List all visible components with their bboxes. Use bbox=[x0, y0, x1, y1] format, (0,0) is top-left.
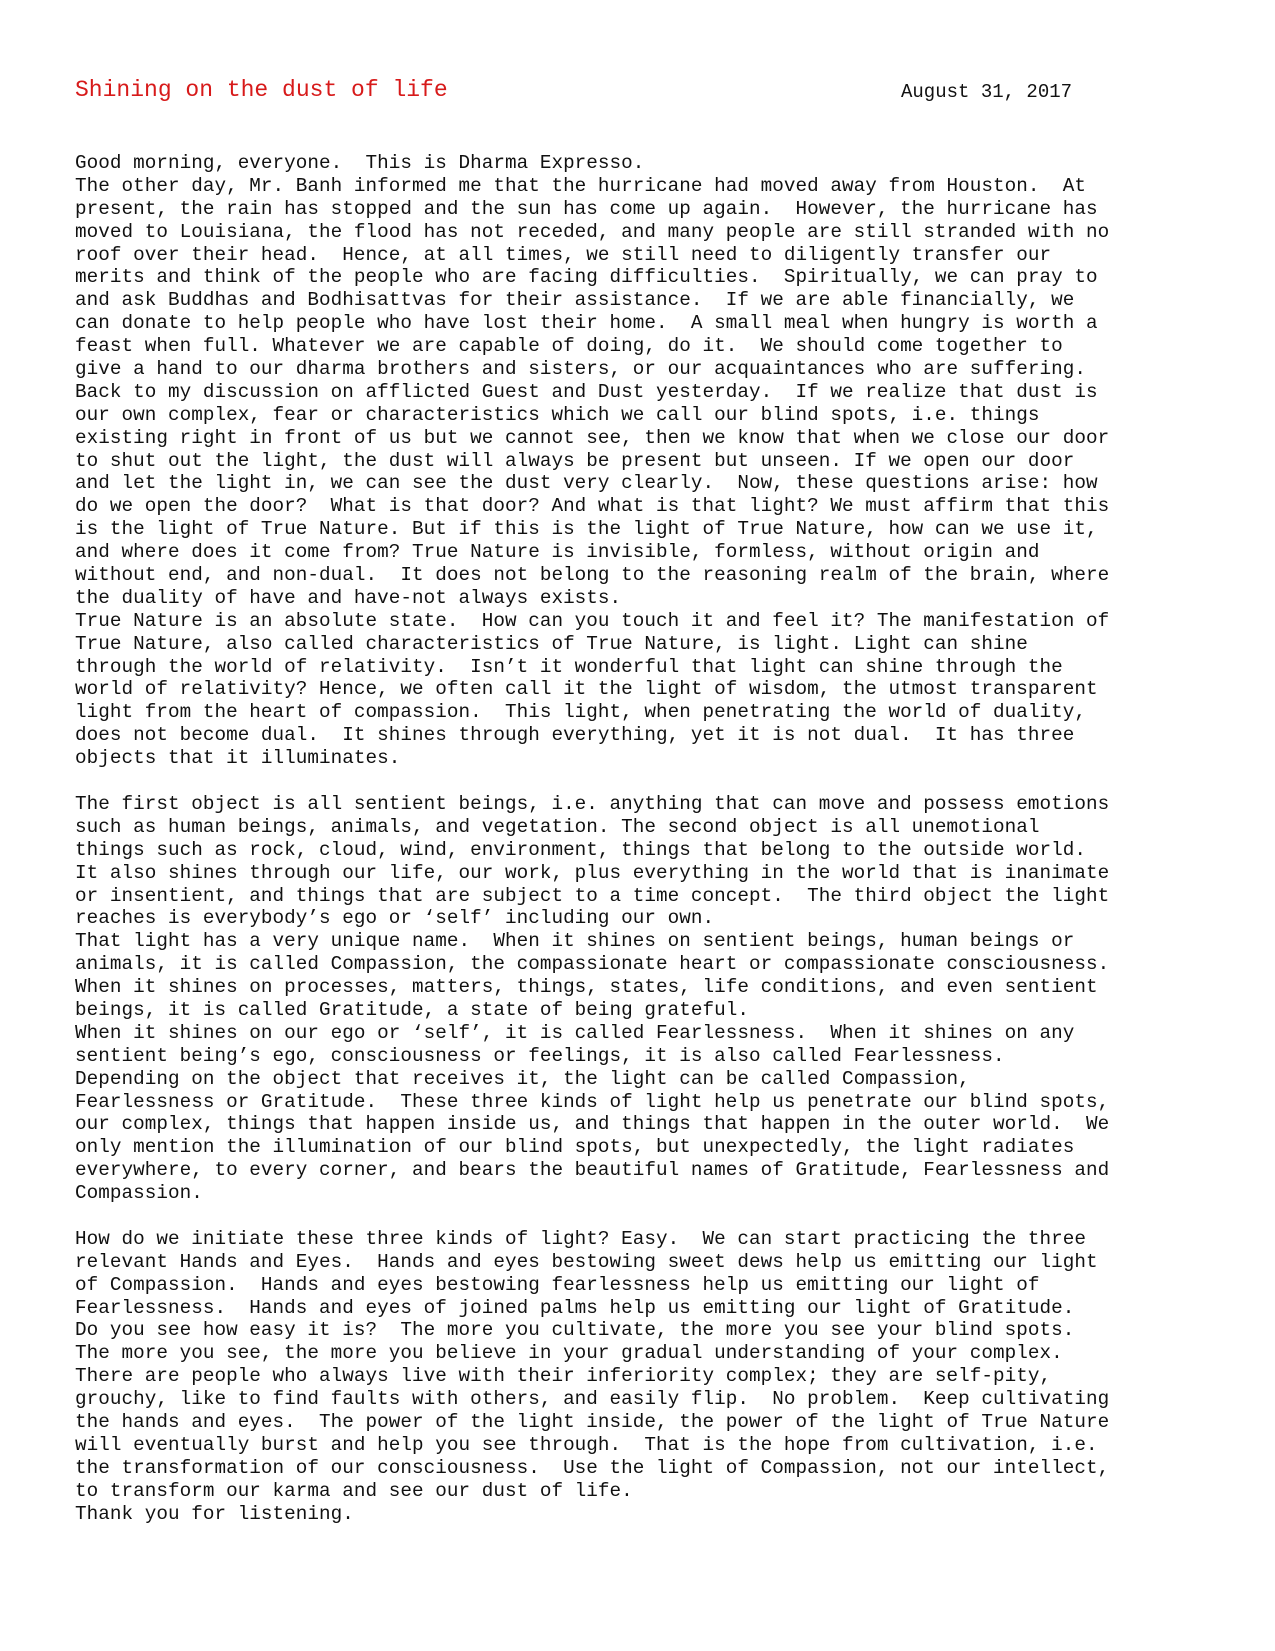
text-line: through the world of relativity. Isn’t it wonderful that light can shine through the bbox=[75, 655, 1063, 678]
text-line: merits and think of the people who are facing difficulties. Spiritually, we can pray to bbox=[75, 266, 1098, 289]
text-line: The other day, Mr. Banh informed me that the hurricane had moved away from Houston. At bbox=[75, 174, 1086, 197]
document-title: Shining on the dust of life bbox=[75, 77, 448, 103]
text-line: That light has a very unique name. When it shines on sentient beings, human beings or bbox=[75, 930, 1075, 953]
text-line: such as human beings, animals, and vegetation. The second object is all unemotional bbox=[75, 815, 1040, 838]
text-line: Fearlessness. Hands and eyes of joined palms help us emitting our light of Gratitude. bbox=[75, 1296, 1075, 1319]
text-line: light from the heart of compassion. This light, when penetrating the world of duality, bbox=[75, 701, 1086, 724]
text-line: When it shines on processes, matters, things, states, life conditions, and even sentient bbox=[75, 976, 1098, 999]
paragraph-gap bbox=[75, 1205, 1205, 1228]
text-line: and let the light in, we can see the dust very clearly. Now, these questions arise: how bbox=[75, 472, 1098, 495]
text-line: will eventually burst and help you see through. That is the hope from cultivation, i.e. bbox=[75, 1433, 1098, 1456]
text-line: Fearlessness or Gratitude. These three kinds of light help us penetrate our blind spots, bbox=[75, 1090, 1110, 1113]
text-line: beings, it is called Gratitude, a state of being grateful. bbox=[75, 998, 749, 1021]
text-line: existing right in front of us but we cannot see, then we know that when we close our door bbox=[75, 426, 1110, 449]
paragraph bbox=[75, 152, 1205, 770]
text-line: roof over their head. Hence, at all times, we still need to diligently transfer our bbox=[75, 243, 1052, 266]
text-line: How do we initiate these three kinds of light? Easy. We can start practicing the three bbox=[75, 1227, 1086, 1250]
text-line: Compassion. bbox=[75, 1182, 203, 1205]
paragraph bbox=[75, 793, 1205, 1205]
text-line: can donate to help people who have lost their home. A small meal when hungry is worth a bbox=[75, 312, 1098, 335]
text-line: everywhere, to every corner, and bears the beautiful names of Gratitude, Fearlessness and bbox=[75, 1159, 1110, 1182]
text-line: does not become dual. It shines through everything, yet it is not dual. It has three bbox=[75, 724, 1075, 747]
text-line: Thank you for listening. bbox=[75, 1502, 354, 1525]
text-line: without end, and non-dual. It does not belong to the reasoning realm of the brain, where bbox=[75, 564, 1110, 587]
text-line: or insentient, and things that are subject to a time concept. The third object the light bbox=[75, 884, 1110, 907]
text-line: sentient being’s ego, consciousness or feelings, it is also called Fearlessness. bbox=[75, 1044, 1005, 1067]
text-line: The more you see, the more you believe in your gradual understanding of your complex. bbox=[75, 1342, 1063, 1365]
text-line: Good morning, everyone. This is Dharma Expresso. bbox=[75, 152, 645, 174]
text-line: grouchy, like to find faults with others, and easily flip. No problem. Keep cultivating bbox=[75, 1388, 1110, 1411]
text-line: objects that it illuminates. bbox=[75, 747, 401, 770]
text-line: moved to Louisiana, the flood has not receded, and many people are still stranded with no bbox=[75, 220, 1110, 243]
text-line: Depending on the object that receives it, the light can be called Compassion, bbox=[75, 1067, 970, 1090]
text-line: relevant Hands and Eyes. Hands and eyes bestowing sweet dews help us emitting our light bbox=[75, 1250, 1098, 1273]
document-body bbox=[75, 152, 1205, 1525]
text-line: animals, it is called Compassion, the compassionate heart or compassionate consciousness. bbox=[75, 953, 1110, 976]
text-line: When it shines on our ego or ‘self’, it is called Fearlessness. When it shines on any bbox=[75, 1021, 1075, 1044]
text-line: the transformation of our consciousness. Use the light of Compassion, not our intellect, bbox=[75, 1456, 1110, 1479]
text-line: of Compassion. Hands and eyes bestowing fearlessness help us emitting our light of bbox=[75, 1273, 1040, 1296]
paragraph bbox=[75, 1228, 1205, 1526]
text-line: to transform our karma and see our dust of life. bbox=[75, 1479, 633, 1502]
text-line: and ask Buddhas and Bodhisattvas for their assistance. If we are able financially, we bbox=[75, 289, 1075, 312]
text-line: It also shines through our life, our work, plus everything in the world that is inanimate bbox=[75, 861, 1110, 884]
text-line: things such as rock, cloud, wind, environment, things that belong to the outside world. bbox=[75, 838, 1086, 861]
text-line: Back to my discussion on afflicted Guest and Dust yesterday. If we realize that dust is bbox=[75, 380, 1098, 403]
document-date: August 31, 2017 bbox=[901, 81, 1073, 103]
text-line: only mention the illumination of our blind spots, but unexpectedly, the light radiates bbox=[75, 1136, 1075, 1159]
text-line: The first object is all sentient beings, i.e. anything that can move and possess emotions bbox=[75, 792, 1110, 815]
text-line: the hands and eyes. The power of the light inside, the power of the light of True Nature bbox=[75, 1410, 1110, 1433]
text-line: feast when full. Whatever we are capable of doing, do it. We should come together to bbox=[75, 335, 1063, 358]
text-line: There are people who always live with their inferiority complex; they are self-pity, bbox=[75, 1365, 1052, 1388]
text-line: world of relativity? Hence, we often call it the light of wisdom, the utmost transparent bbox=[75, 678, 1098, 701]
paragraph-gap bbox=[75, 770, 1205, 793]
text-line: Do you see how easy it is? The more you cultivate, the more you see your blind spots. bbox=[75, 1319, 1075, 1342]
text-line: give a hand to our dharma brothers and sisters, or our acquaintances who are suffering. bbox=[75, 358, 1086, 381]
text-line: is the light of True Nature. But if this is the light of True Nature, how can we use it, bbox=[75, 518, 1098, 541]
text-line: the duality of have and have-not always exists. bbox=[75, 586, 622, 609]
text-line: and where does it come from? True Nature is invisible, formless, without origin and bbox=[75, 541, 1040, 564]
text-line: present, the rain has stopped and the sun has come up again. However, the hurricane has bbox=[75, 197, 1098, 220]
text-line: to shut out the light, the dust will always be present but unseen. If we open our door bbox=[75, 449, 1075, 472]
text-line: our own complex, fear or characteristics which we call our blind spots, i.e. things bbox=[75, 403, 1040, 426]
text-line: do we open the door? What is that door? And what is that light? We must affirm that this bbox=[75, 495, 1110, 518]
text-line: our complex, things that happen inside us, and things that happen in the outer world. We bbox=[75, 1113, 1110, 1136]
text-line: True Nature, also called characteristics of True Nature, is light. Light can shine bbox=[75, 632, 1028, 655]
text-line: reaches is everybody’s ego or ‘self’ including our own. bbox=[75, 907, 715, 930]
text-line: True Nature is an absolute state. How can you touch it and feel it? The manifestation of bbox=[75, 609, 1110, 632]
